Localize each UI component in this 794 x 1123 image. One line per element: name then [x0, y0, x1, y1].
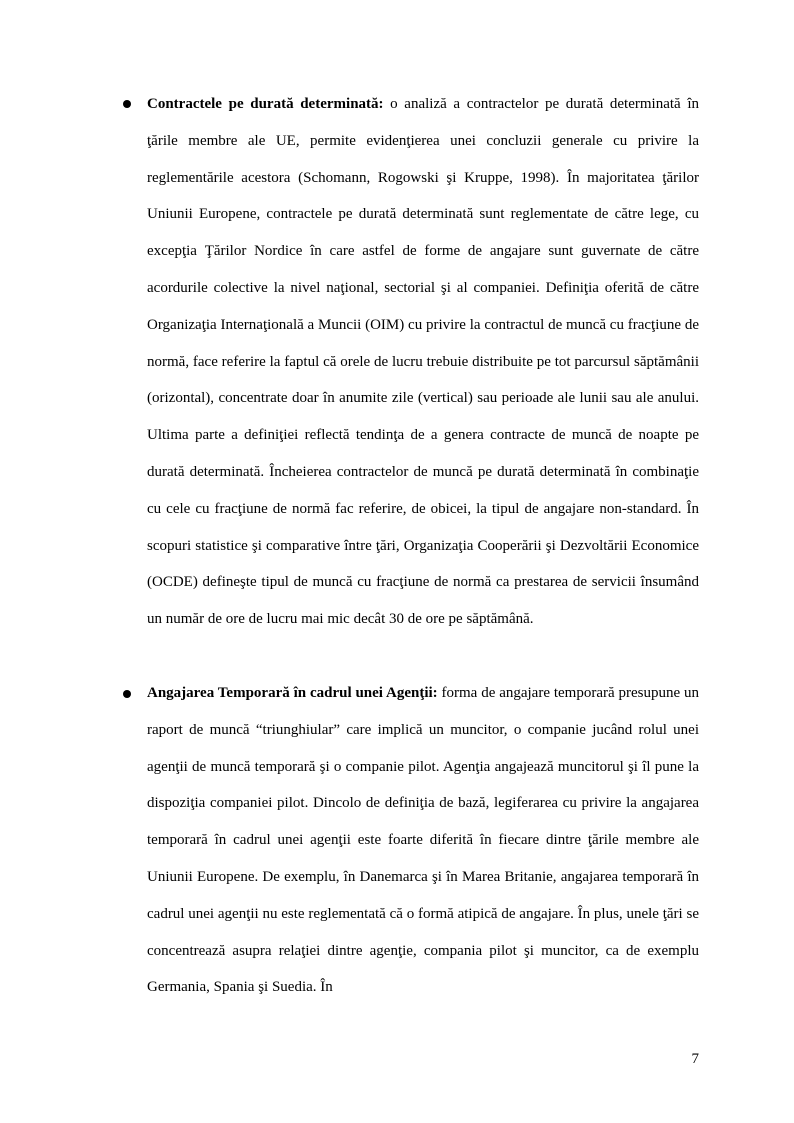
page-number: 7 [691, 1051, 699, 1067]
list-item [147, 86, 699, 638]
list-item [147, 675, 699, 1006]
paragraph [147, 675, 699, 1006]
paragraph [147, 86, 699, 638]
item-heading: Contractele pe durată determinată: [147, 96, 384, 112]
item-heading: Angajarea Temporară în cadrul unei Agenţii: [147, 685, 438, 701]
bullet-icon [123, 690, 131, 698]
item-text: o analiză a contractelor pe durată determinată în ţările membre ale UE, permite evidenţierea unei concluzii generale cu privire la reglementările acestora (Schomann, Rogowski şi Kruppe, 1998). În majoritatea ţărilor Uniunii Europene, contractele pe durată determinată sunt reglementate de către lege, cu excepţia Ţărilor Nordice în care astfel de forme de angajare sunt guvernate de către acordurile colective la nivel naţional, sectorial şi al companiei. Definiţia oferită de către Organizaţia Internaţională a Muncii (OIM) cu privire la contractul de muncă cu fracţiune de normă, face referire la faptul că orele de lucru trebuie distribuite pe tot parcursul săptămânii (orizontal), concentrate doar în anumite zile (vertical) sau perioade ale lunii sau ale anului. Ultima parte a definiţiei reflectă tendinţa de a genera contracte de muncă de noapte pe durată determinată. Încheierea contractelor de muncă pe durată determinată în combinaţie cu cele cu fracţiune de normă fac referire, de obicei, la tipul de angajare non-standard. În scopuri statistice şi comparative între ţări, Organizaţia Cooperării şi Dezvoltării Economice (OCDE) defineşte tipul de muncă cu fracţiune de normă ca prestarea de servicii însumând un număr de ore de lucru mai mic decât 30 de ore pe săptămână. [147, 96, 699, 628]
item-text: forma de angajare temporară presupune un raport de muncă “triunghiular” care implică un muncitor, o companie jucând rolul unei agenţii de muncă temporară şi o companie pilot. Agenţia angajează muncitorul şi îl pune la dispoziţia companiei pilot. Dincolo de definiţia de bază, legiferarea cu privire la angajarea temporară în cadrul unei agenţii este foarte diferită în fiecare dintre ţările membre ale Uniunii Europene. De exemplu, în Danemarca şi în Marea Britanie, angajarea temporară în cadrul unei agenţii nu este reglementată că o formă atipică de angajare. În plus, unele ţări se concentrează asupra relaţiei dintre agenţie, compania pilot şi muncitor, ca de exemplu Germania, Spania şi Suedia. În [147, 685, 699, 996]
bullet-icon [123, 100, 131, 108]
